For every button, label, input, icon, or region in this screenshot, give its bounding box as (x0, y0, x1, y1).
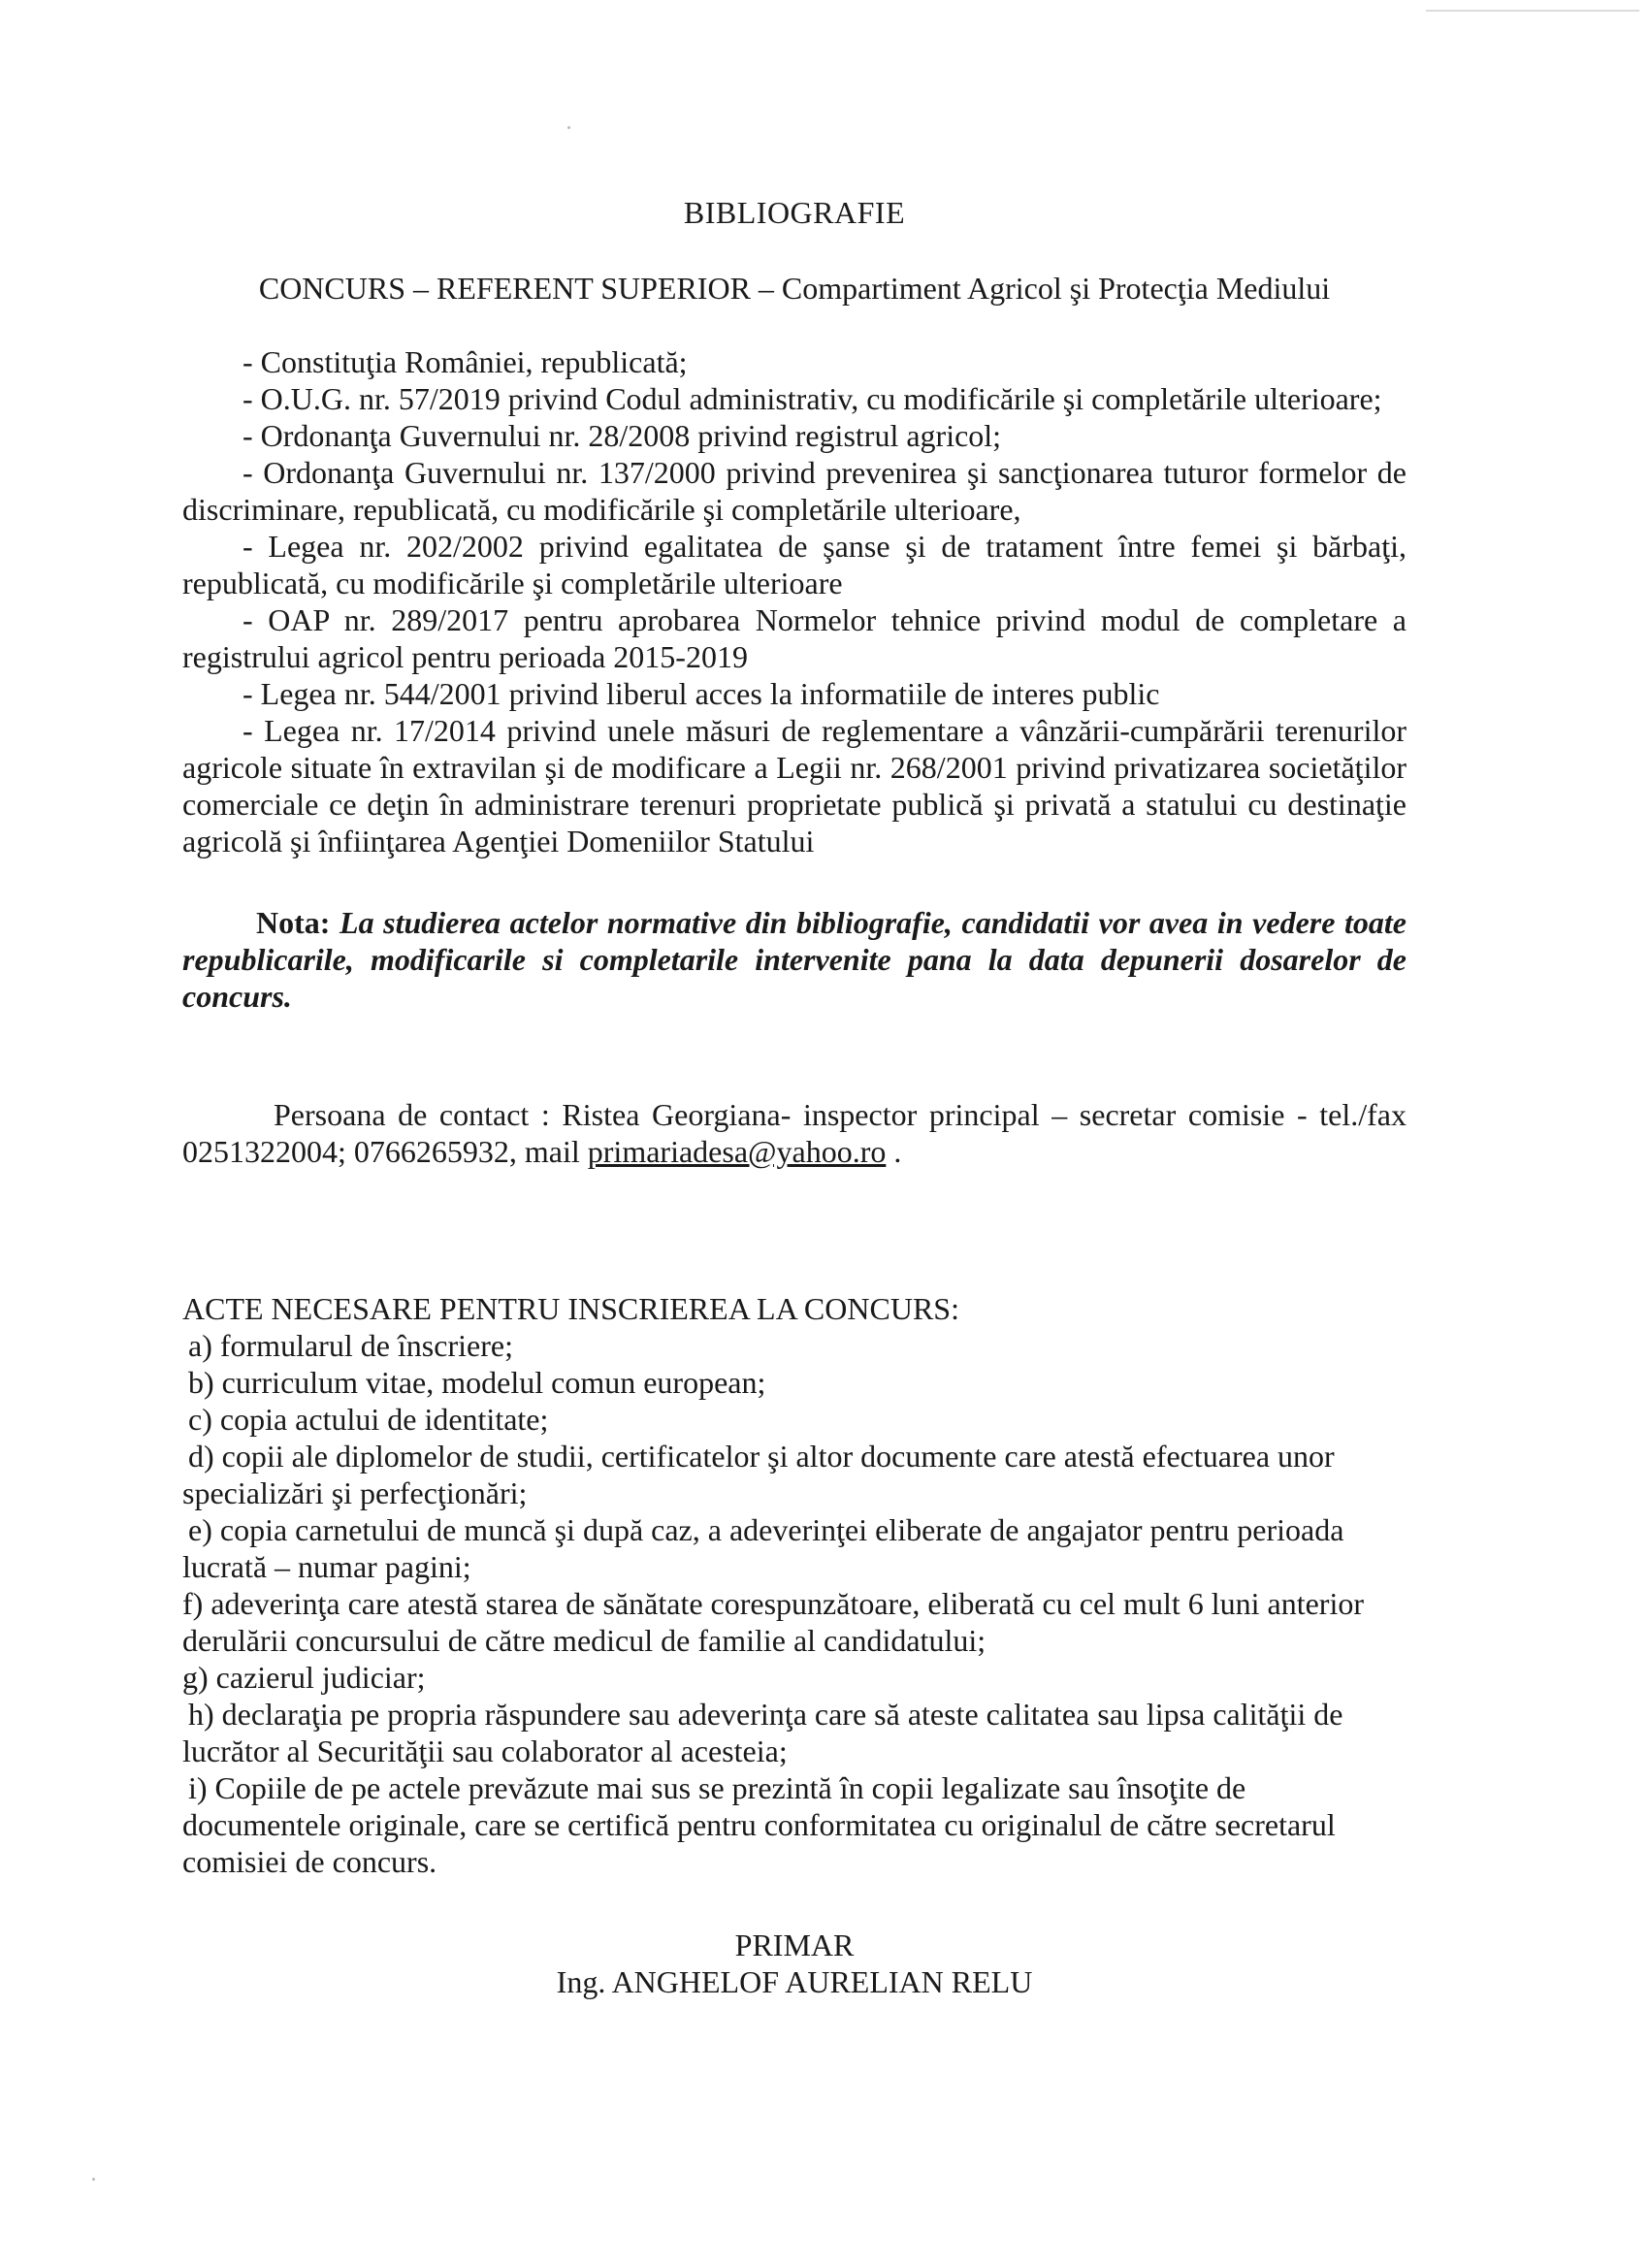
contact-end: . (886, 1134, 902, 1169)
required-documents-section (182, 1290, 1406, 1880)
bibliography-item: - Legea nr. 202/2002 privind egalitatea de şanse şi de tratament între femei şi bărbaţi, republicată, cu modificările şi completările ulterioare (182, 529, 1406, 600)
scan-edge-line (1426, 10, 1639, 12)
bibliography-item: - Constituţia României, republicată; (242, 344, 688, 379)
bibliography-item: - O.U.G. nr. 57/2019 privind Codul administrativ, cu modificările şi completările ulterioare; (242, 381, 1382, 416)
required-documents-title: ACTE NECESARE PENTRU INSCRIEREA LA CONCURS: (182, 1291, 959, 1326)
required-document-item: e) copia carnetului de muncă şi după caz, a adeverinţei eliberate de angajator pentru perioada lucrată – numar pagini; (182, 1512, 1344, 1584)
signature-block (182, 1927, 1406, 2000)
bibliography-item: - Legea nr. 17/2014 privind unele măsuri de reglementare a vânzării-cumpărării terenurilor agricole situate în extravilan şi de modificare a Legii nr. 268/2001 privind privatizarea societăţilor comerciale ce deţin în administrare terenuri proprietate publică şi privată a statului cu destinaţie agricolă şi înfiinţarea Agenţiei Domeniilor Statului (182, 713, 1406, 859)
document-body (182, 194, 1406, 2000)
required-document-item: b) curriculum vitae, modelul comun european; (188, 1365, 766, 1400)
required-document-item: a) formularul de înscriere; (188, 1328, 513, 1363)
scan-speck (567, 126, 570, 129)
bibliography-item: - OAP nr. 289/2017 pentru aprobarea Normelor tehnice privind modul de completare a registrului agricol pentru perioada 2015-2019 (182, 602, 1406, 674)
bibliography-item: - Legea nr. 544/2001 privind liberul acces la informatiile de interes public (242, 676, 1160, 711)
required-document-item: d) copii ale diplomelor de studii, certificatelor şi altor documente care atestă efectuarea unor specializări şi perfecţionări; (182, 1439, 1335, 1510)
required-document-item: i) Copiile de pe actele prevăzute mai sus se prezintă în copii legalizate sau însoţite de documentele originale, care se certifică pentru conformitatea cu originalul de către secretarul comisiei de concurs. (182, 1770, 1336, 1879)
signatory-role: PRIMAR (734, 1928, 855, 1962)
required-document-item: g) cazierul judiciar; (182, 1660, 426, 1695)
contact-paragraph (182, 1096, 1406, 1170)
document-title: BIBLIOGRAFIE (683, 195, 906, 230)
nota-label: Nota: (256, 905, 331, 940)
scan-speck (92, 2178, 95, 2181)
contact-text: Persoana de contact : Ristea Georgiana- inspector principal – secretar comisie - tel./fax 0251322004; 0766265932, mail (182, 1097, 1406, 1169)
nota-text: La studierea actelor normative din bibliografie, candidatii vor avea in vedere toate republicarile, modificarile si completarile intervenite pana la data depunerii dosarelor de concurs. (182, 905, 1407, 1014)
bibliography-item: - Ordonanţa Guvernului nr. 28/2008 privind registrul agricol; (242, 418, 1002, 453)
required-document-item: h) declaraţia pe propria răspundere sau adeverinţa care să ateste calitatea sau lipsa calităţii de lucrător al Securităţii sau colaborator al acesteia; (182, 1697, 1343, 1768)
required-document-item: f) adeverinţa care atestă starea de sănătate corespunzătoare, eliberată cu cel mult 6 luni anterior derulării concursului de către medicul de familie al candidatului; (182, 1586, 1364, 1658)
bibliography-item: - Ordonanţa Guvernului nr. 137/2000 privind prevenirea şi sancţionarea tuturor formelor de discriminare, republicată, cu modificările şi completările ulterioare, (182, 455, 1406, 527)
document-subtitle: CONCURS – REFERENT SUPERIOR – Compartiment Agricol şi Protecţia Mediului (258, 271, 1331, 306)
signatory-name: Ing. ANGHELOF AURELIAN RELU (556, 1964, 1033, 1999)
required-document-item: c) copia actului de identitate; (188, 1402, 549, 1437)
bibliography-list (182, 343, 1406, 859)
nota-paragraph (182, 904, 1406, 1015)
contact-email-link[interactable]: primariadesa@yahoo.ro (587, 1134, 887, 1169)
